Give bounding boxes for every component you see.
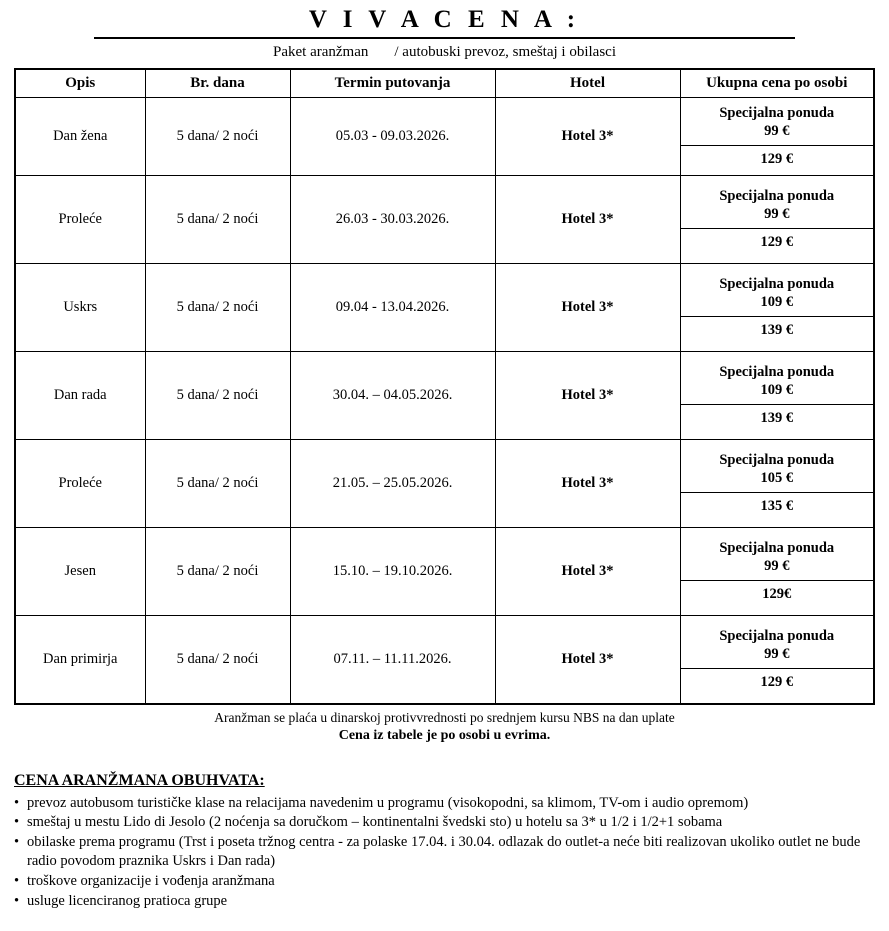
price-regular-value: 139 € — [760, 410, 794, 427]
cell-price — [680, 264, 874, 352]
cell-termin: 07.11. – 11.11.2026. — [290, 616, 495, 704]
title-divider — [94, 37, 795, 39]
table-row — [15, 264, 874, 352]
cell-termin: 15.10. – 19.10.2026. — [290, 528, 495, 616]
price-special — [681, 183, 874, 229]
price-special-label: Specijalna ponuda — [719, 627, 835, 644]
list-item: • troškove organizacije i vođenja aranžmana — [14, 872, 875, 891]
price-special-value: 105 € — [760, 470, 794, 486]
cell-hotel: Hotel 3* — [495, 616, 680, 704]
price-special — [681, 535, 874, 581]
cell-hotel: Hotel 3* — [495, 440, 680, 528]
table-row — [15, 528, 874, 616]
price-regular-value: 129 € — [760, 151, 794, 168]
cell-termin: 30.04. – 04.05.2026. — [290, 352, 495, 440]
cell-dana: 5 dana/ 2 noći — [145, 264, 290, 352]
cell-hotel: Hotel 3* — [495, 176, 680, 264]
cell-opis: Jesen — [15, 528, 145, 616]
price-special-label: Specijalna ponuda — [719, 363, 835, 380]
column-header-termin: Termin putovanja — [290, 69, 495, 98]
cell-opis: Uskrs — [15, 264, 145, 352]
cell-termin: 26.03 - 30.03.2026. — [290, 176, 495, 264]
price-special-value: 109 € — [760, 294, 794, 310]
cell-hotel: Hotel 3* — [495, 352, 680, 440]
currency-note: Cena iz tabele je po osobi u evrima. — [338, 727, 551, 743]
list-item: • smeštaj u mestu Lido di Jesolo (2 noćenja sa doručkom – kontinentalni švedski sto) u hotelu sa 3* u 1/2 i 1/2+1 sobama — [14, 813, 875, 832]
cell-hotel: Hotel 3* — [495, 98, 680, 176]
includes-list — [14, 794, 875, 911]
table-row — [15, 616, 874, 704]
price-special-value: 99 € — [764, 645, 790, 662]
cell-opis: Dan žena — [15, 98, 145, 176]
price-regular-value: 135 € — [760, 498, 794, 515]
table-row — [15, 176, 874, 264]
offer-table — [14, 68, 875, 705]
cell-dana: 5 dana/ 2 noći — [145, 528, 290, 616]
document-page — [0, 6, 889, 911]
price-special-label: Specijalna ponuda — [719, 275, 835, 292]
cell-termin: 09.04 - 13.04.2026. — [290, 264, 495, 352]
cell-hotel: Hotel 3* — [495, 528, 680, 616]
price-special — [681, 359, 874, 405]
price-special-value: 99 € — [764, 206, 790, 222]
list-item: • prevoz autobusom turističke klase na relacijama navedenim u programu (visokopodni, sa klimom, TV-om i audio opremom) — [14, 794, 875, 813]
cell-price — [680, 352, 874, 440]
cell-opis: Proleće — [15, 176, 145, 264]
price-special-value: 109 € — [760, 382, 794, 398]
column-header-hotel: Hotel — [495, 69, 680, 98]
price-regular-value: 129 € — [760, 673, 794, 690]
price-regular-value: 129€ — [762, 586, 792, 603]
subtitle-left: Paket aranžman — [273, 44, 369, 60]
page-title: V I V A C E N A : — [308, 6, 581, 33]
price-special-value: 99 € — [764, 558, 790, 574]
cell-price — [680, 616, 874, 704]
price-special-label: Specijalna ponuda — [719, 187, 835, 204]
price-regular-value: 129 € — [760, 234, 794, 251]
includes-heading: CENA ARANŽMANA OBUHVATA: — [14, 771, 265, 789]
cell-price — [680, 528, 874, 616]
cell-price — [680, 440, 874, 528]
list-item: • obilaske prema programu (Trst i poseta tržnog centra - za polaske 17.04. i 30.04. odlazak do outlet-a neće biti realizovan ukoliko outlet ne bude radio povodom praznika Uskrs i Dan rada) — [14, 833, 875, 871]
price-special-value: 99 € — [764, 123, 790, 139]
table-row — [15, 440, 874, 528]
table-row — [15, 352, 874, 440]
cell-dana: 5 dana/ 2 noći — [145, 176, 290, 264]
cell-termin: 05.03 - 09.03.2026. — [290, 98, 495, 176]
cell-opis: Dan rada — [15, 352, 145, 440]
price-special-label: Specijalna ponuda — [719, 451, 835, 468]
subtitle-right: / autobuski prevoz, smeštaj i obilasci — [394, 44, 616, 60]
cell-price — [680, 176, 874, 264]
cell-price — [680, 98, 874, 176]
price-special-label: Specijalna ponuda — [719, 539, 835, 556]
subtitle — [14, 44, 875, 61]
cell-opis: Proleće — [15, 440, 145, 528]
table-header-row — [15, 69, 874, 98]
price-special — [681, 623, 874, 669]
price-special — [681, 271, 874, 317]
column-header-cena: Ukupna cena po osobi — [680, 69, 874, 98]
payment-note: Aranžman se plaća u dinarskoj protivvrednosti po srednjem kursu NBS na dan uplate — [214, 709, 675, 725]
column-header-br-dana: Br. dana — [145, 69, 290, 98]
price-special — [681, 447, 874, 493]
price-regular-value: 139 € — [760, 322, 794, 339]
table-row — [15, 98, 874, 176]
list-item: • usluge licenciranog pratioca grupe — [14, 892, 875, 911]
cell-termin: 21.05. – 25.05.2026. — [290, 440, 495, 528]
cell-hotel: Hotel 3* — [495, 264, 680, 352]
column-header-opis: Opis — [15, 69, 145, 98]
price-special — [681, 100, 874, 146]
cell-dana: 5 dana/ 2 noći — [145, 440, 290, 528]
cell-dana: 5 dana/ 2 noći — [145, 616, 290, 704]
cell-dana: 5 dana/ 2 noći — [145, 352, 290, 440]
cell-dana: 5 dana/ 2 noći — [145, 98, 290, 176]
price-special-label: Specijalna ponuda — [719, 104, 835, 121]
cell-opis: Dan primirja — [15, 616, 145, 704]
